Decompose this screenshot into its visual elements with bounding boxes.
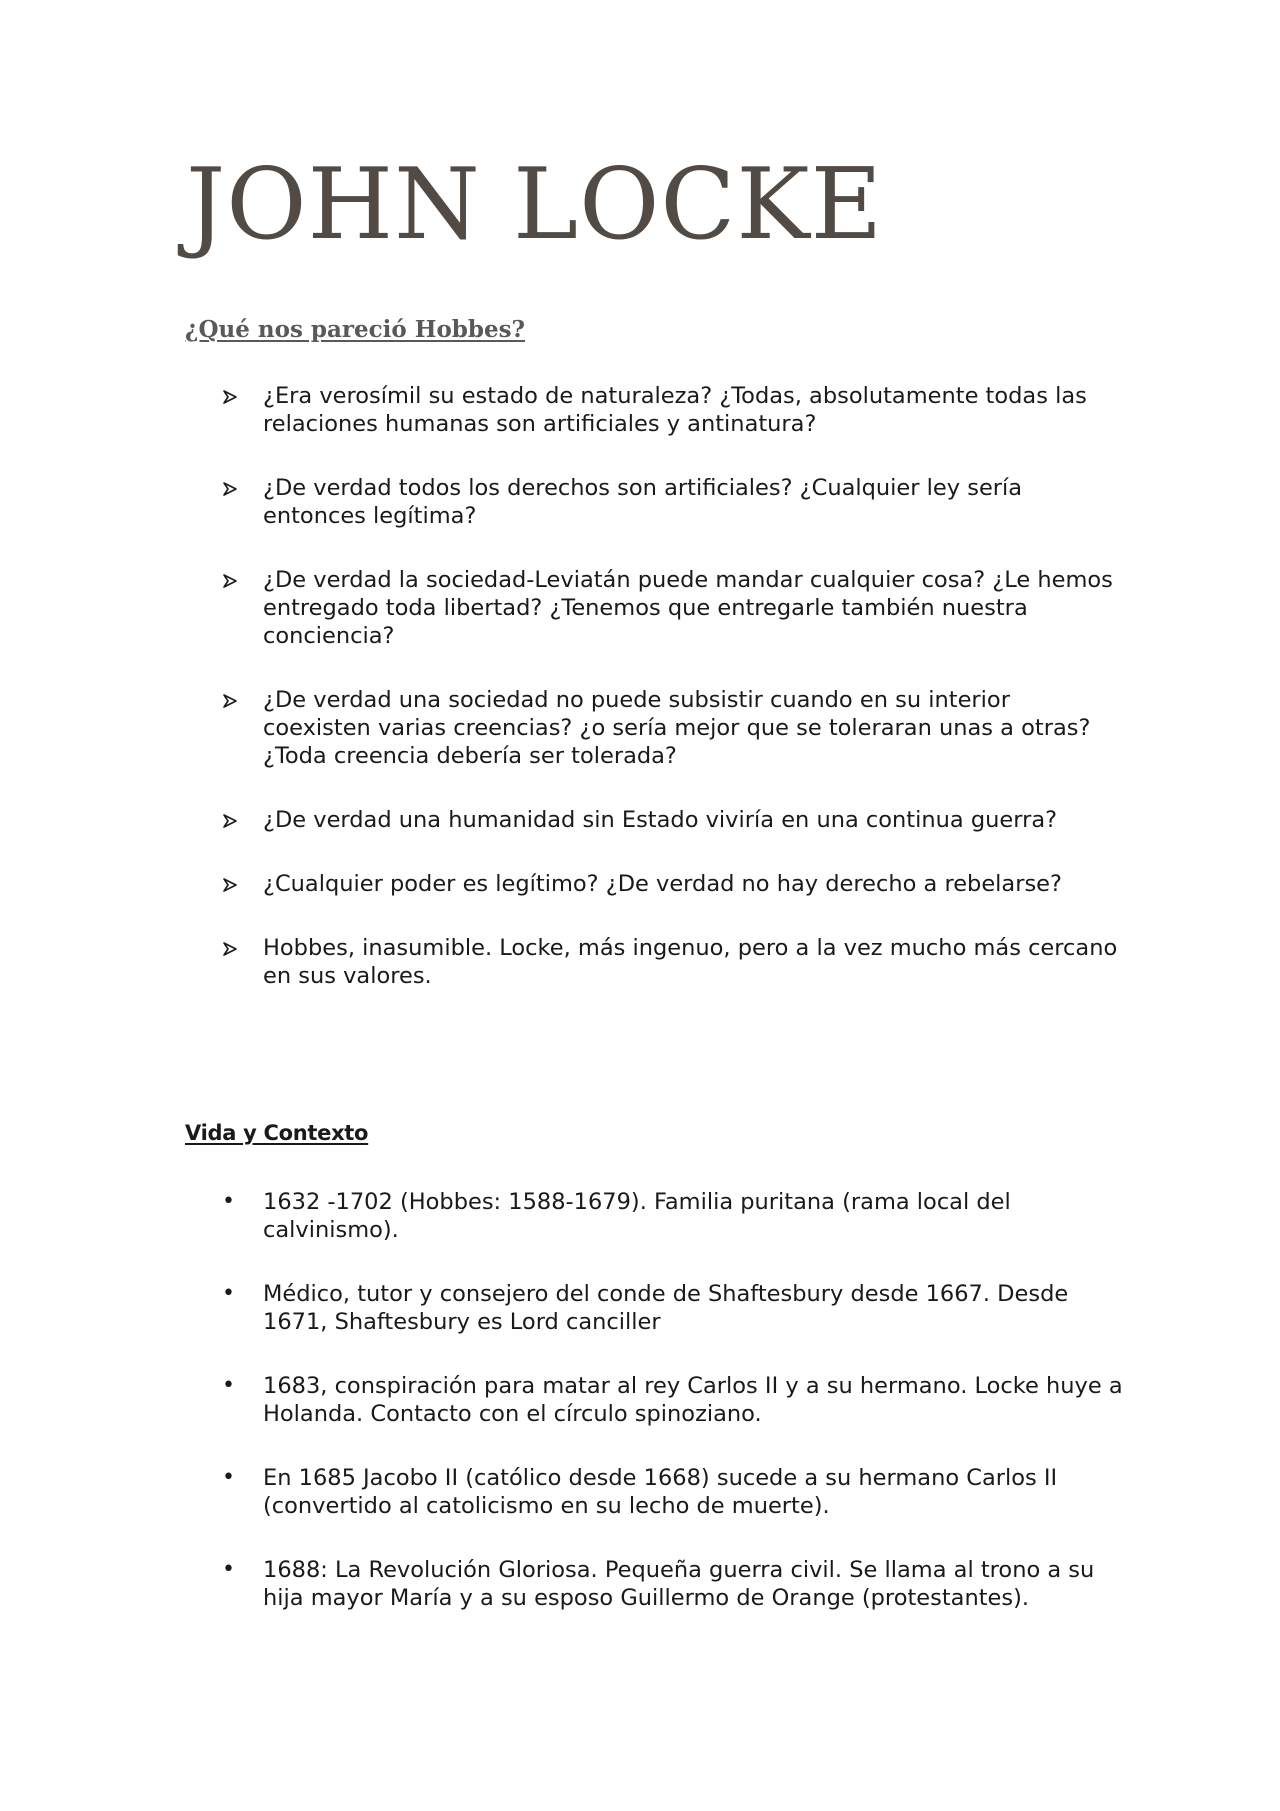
list-item — [0, 1372, 1123, 1428]
list-item-text: 1683, conspiración para matar al rey Carlos II y a su hermano. Locke huye a Holanda. Contacto con el círculo spinoziano. — [263, 1373, 1123, 1427]
list-item-text: ¿De verdad la sociedad-Leviatán puede mandar cualquier cosa? ¿Le hemos entregado toda libertad? ¿Tenemos que entregarle también nuestra conciencia? — [263, 567, 1113, 649]
arrowhead-bullet-icon — [222, 813, 238, 829]
list-item — [0, 1556, 1123, 1612]
list-item — [0, 806, 1123, 834]
section-heading-hobbes: ¿Qué nos pareció Hobbes? — [185, 316, 526, 343]
arrowhead-bullet-icon — [222, 693, 238, 709]
arrowhead-bullet-icon — [222, 389, 238, 405]
list-item-text: ¿Cualquier poder es legítimo? ¿De verdad no hay derecho a rebelarse? — [263, 871, 1062, 897]
list-item-text: ¿Era verosímil su estado de naturaleza? ¿Todas, absolutamente todas las relaciones humanas son artificiales y antinatura? — [263, 383, 1087, 437]
round-bullet-icon: • — [222, 1557, 235, 1582]
list-item-text: ¿De verdad todos los derechos son artificiales? ¿Cualquier ley sería entonces legítima? — [263, 475, 1023, 529]
list-item-text: En 1685 Jacobo II (católico desde 1668) sucede a su hermano Carlos II (convertido al catolicismo en su lecho de muerte). — [263, 1465, 1058, 1519]
round-bullet-icon: • — [222, 1281, 235, 1306]
list-item-text: Médico, tutor y consejero del conde de Shaftesbury desde 1667. Desde 1671, Shaftesbury es Lord canciller — [263, 1281, 1069, 1335]
list-item — [0, 1464, 1123, 1520]
arrowhead-bullet-icon — [222, 941, 238, 957]
list-item-text: ¿De verdad una sociedad no puede subsistir cuando en su interior coexisten varias creencias? ¿o sería mejor que se toleraran unas a otras? ¿Toda creencia debería ser tolerada? — [263, 687, 1091, 769]
hobbes-questions-list — [0, 382, 1280, 1026]
list-item-text: 1688: La Revolución Gloriosa. Pequeña guerra civil. Se llama al trono a su hija mayor María y a su esposo Guillermo de Orange (protestantes). — [263, 1557, 1095, 1611]
arrowhead-bullet-icon — [222, 573, 238, 589]
section-heading-vida-contexto: Vida y Contexto — [185, 1121, 369, 1145]
round-bullet-icon: • — [222, 1465, 235, 1490]
list-item-text: Hobbes, inasumible. Locke, más ingenuo, pero a la vez mucho más cercano en sus valores. — [263, 935, 1118, 989]
list-item — [0, 566, 1123, 650]
list-item-text: 1632 -1702 (Hobbes: 1588-1679). Familia puritana (rama local del calvinismo). — [263, 1189, 1011, 1243]
round-bullet-icon: • — [222, 1373, 235, 1398]
list-item-text: ¿De verdad una humanidad sin Estado viviría en una continua guerra? — [263, 807, 1058, 833]
list-item — [0, 1188, 1123, 1244]
list-item — [0, 934, 1123, 990]
list-item — [0, 1280, 1123, 1336]
list-item — [0, 870, 1123, 898]
arrowhead-bullet-icon — [222, 481, 238, 497]
list-item — [0, 686, 1123, 770]
vida-contexto-list — [0, 1188, 1280, 1648]
list-item — [0, 382, 1123, 438]
arrowhead-bullet-icon — [222, 877, 238, 893]
list-item — [0, 474, 1123, 530]
round-bullet-icon: • — [222, 1189, 235, 1214]
page-title: JOHN LOCKE — [186, 148, 884, 262]
